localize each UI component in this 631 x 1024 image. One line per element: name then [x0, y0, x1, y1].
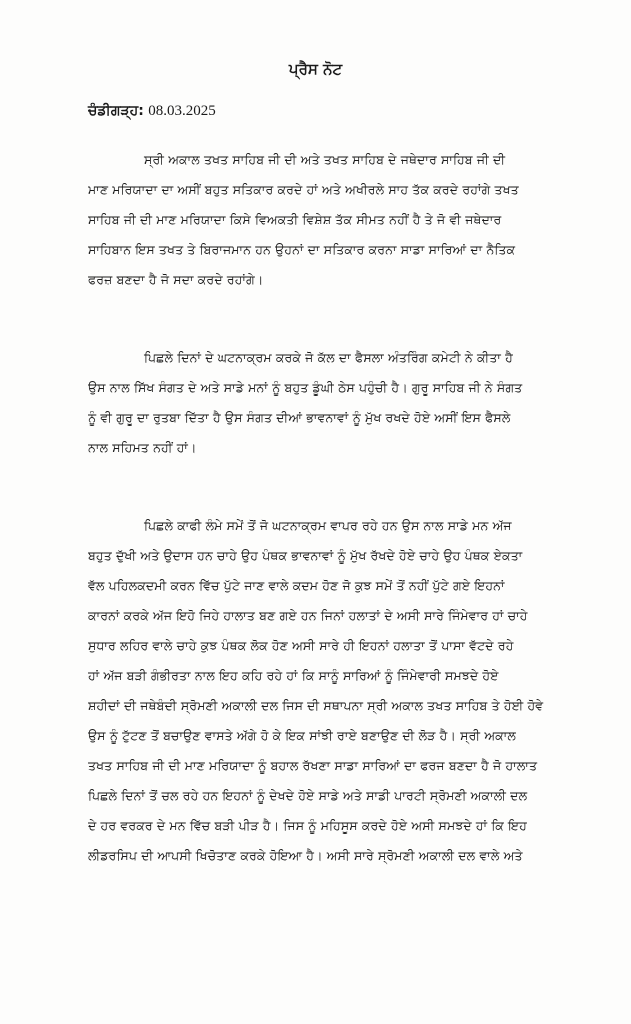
paragraph-line: ਫਰਜ਼ ਬਣਦਾ ਹੈ ਜੋ ਸਦਾ ਕਰਦੇ ਰਹਾਂਗੇ।	[88, 272, 264, 287]
paragraph-line: ਹਾਂ ਅੱਜ ਬੜੀ ਗੰਭੀਰਤਾ ਨਾਲ ਇਹ ਕਹਿ ਰਹੇ ਹਾਂ ਕਿ ਸਾਨੂੰ ਸਾਰਿਆਂ ਨੂੰ ਜਿੰਮੇਵਾਰੀ ਸਮਝਦੇ ਹੋਏ	[88, 668, 499, 683]
paragraph-line: ਉਸ ਨੂੰ ਟੁੱਟਣ ਤੋਂ ਬਚਾਉਣ ਵਾਸਤੇ ਅੱਗੇ ਹੋ ਕੇ ਇਕ ਸਾਂਝੀ ਰਾਏ ਬਣਾਉਣ ਦੀ ਲੋੜ ਹੈ। ਸ੍ਰੀ ਅਕਾਲ	[88, 728, 516, 743]
paragraph-line: ਕਾਰਨਾਂ ਕਰਕੇ ਅੱਜ ਇਹੋ ਜਿਹੇ ਹਾਲਾਤ ਬਣ ਗਏ ਹਨ ਜਿਨਾਂ ਹਲਾਤਾਂ ਦੇ ਅਸੀ ਸਾਰੇ ਜਿੰਮੇਵਾਰ ਹਾਂ ਚਾਹੇ	[88, 608, 528, 623]
dateline	[88, 103, 216, 120]
paragraph-line: ਪਿਛਲੇ ਦਿਨਾਂ ਤੋਂ ਚਲ ਰਹੇ ਹਨ ਇਹਨਾਂ ਨੂੰ ਦੇਖਦੇ ਹੋਏ ਸਾਡੇ ਅਤੇ ਸਾਡੀ ਪਾਰਟੀ ਸ੍ਰੋਮਣੀ ਅਕਾਲੀ ਦਲ	[88, 788, 528, 803]
dateline-place: ਚੰਡੀਗੜ੍ਹ:	[88, 103, 144, 119]
paragraph-line: ਦੇ ਹਰ ਵਰਕਰ ਦੇ ਮਨ ਵਿੱਚ ਬੜੀ ਪੀੜ ਹੈ। ਜਿਸ ਨੂੰ ਮਹਿਸੂਸ ਕਰਦੇ ਹੋਏ ਅਸੀ ਸਮਝਦੇ ਹਾਂ ਕਿ ਇਹ	[88, 818, 527, 833]
dateline-date: 08.03.2025	[148, 103, 216, 119]
paragraph-2	[88, 343, 588, 463]
paragraph-line: ਪਿਛਲੇ ਦਿਨਾਂ ਦੇ ਘਟਨਾਕ੍ਰਮ ਕਰਕੇ ਜੋ ਕੱਲ ਦਾ ਫੈਸਲਾ ਅੰਤਰਿੰਗ ਕਮੇਟੀ ਨੇ ਕੀਤਾ ਹੈ	[144, 350, 513, 365]
paragraph-line: ਨਾਲ ਸਹਿਮਤ ਨਹੀਂ ਹਾਂ।	[88, 440, 197, 455]
paragraph-line: ਬਹੁਤ ਦੁੱਖੀ ਅਤੇ ਉਦਾਸ ਹਨ ਚਾਹੇ ਉਹ ਪੰਥਕ ਭਾਵਨਾਵਾਂ ਨੂੰ ਮੁੱਖ ਰੱਖਦੇ ਹੋਏ ਚਾਹੇ ਉਹ ਪੰਥਕ ਏਕਤਾ	[88, 548, 523, 563]
paragraph-1	[88, 145, 588, 295]
paragraph-3	[88, 511, 588, 871]
paragraph-line: ਨੂੰ ਵੀ ਗੁਰੂ ਦਾ ਰੁਤਬਾ ਦਿੱਤਾ ਹੈ ਉਸ ਸੰਗਤ ਦੀਆਂ ਭਾਵਨਾਵਾਂ ਨੂੰ ਮੁੱਖ ਰਖਦੇ ਹੋਏ ਅਸੀਂ ਇਸ ਫੈਸਲੇ	[88, 410, 511, 425]
paragraph-line: ਪਿਛਲੇ ਕਾਫੀ ਲੰਮੇ ਸਮੇਂ ਤੋਂ ਜੋ ਘਟਨਾਕ੍ਰਮ ਵਾਪਰ ਰਹੇ ਹਨ ਉਸ ਨਾਲ ਸਾਡੇ ਮਨ ਅੱਜ	[144, 518, 512, 533]
paragraph-line: ਵੱਲ ਪਹਿਲਕਦਮੀ ਕਰਨ ਵਿੱਚ ਪੁੱਟੇ ਜਾਣ ਵਾਲੇ ਕਦਮ ਹੋਣ ਜੋ ਕੁਝ ਸਮੇਂ ਤੋਂ ਨਹੀਂ ਪੁੱਟੇ ਗਏ ਇਹਨਾਂ	[88, 578, 505, 593]
paragraph-line: ਸ੍ਰੀ ਅਕਾਲ ਤਖਤ ਸਾਹਿਬ ਜੀ ਦੀ ਅਤੇ ਤਖਤ ਸਾਹਿਬ ਦੇ ਜਥੇਦਾਰ ਸਾਹਿਬ ਜੀ ਦੀ	[144, 152, 506, 167]
paragraph-line: ਸਾਹਿਬਾਨ ਇਸ ਤਖਤ ਤੇ ਬਿਰਾਜਮਾਨ ਹਨ ਉਹਨਾਂ ਦਾ ਸਤਿਕਾਰ ਕਰਨਾ ਸਾਡਾ ਸਾਰਿਆਂ ਦਾ ਨੈਤਿਕ	[88, 242, 516, 257]
document-title: ਪ੍ਰੈਸ ਨੋਟ	[288, 60, 343, 78]
paragraph-line: ਤਖਤ ਸਾਹਿਬ ਜੀ ਦੀ ਮਾਣ ਮਰਿਯਾਦਾ ਨੂੰ ਬਹਾਲ ਰੱਖਣਾ ਸਾਡਾ ਸਾਰਿਆਂ ਦਾ ਫਰਜ ਬਣਦਾ ਹੈ ਜੋ ਹਾਲਾਤ	[88, 758, 538, 773]
paragraph-line: ਸੁਧਾਰ ਲਹਿਰ ਵਾਲੇ ਚਾਹੇ ਕੁਝ ਪੰਥਕ ਲੋਕ ਹੋਣ ਅਸੀ ਸਾਰੇ ਹੀ ਇਹਨਾਂ ਹਲਾਤਾ ਤੋਂ ਪਾਸਾ ਵੱਟਦੇ ਰਹੇ	[88, 638, 514, 653]
paragraph-line: ਮਾਣ ਮਰਿਯਾਦਾ ਦਾ ਅਸੀਂ ਬਹੁਤ ਸਤਿਕਾਰ ਕਰਦੇ ਹਾਂ ਅਤੇ ਅਖੀਰਲੇ ਸਾਹ ਤੱਕ ਕਰਦੇ ਰਹਾਂਗੇ ਤਖਤ	[88, 182, 519, 197]
paragraph-line: ਸਾਹਿਬ ਜੀ ਦੀ ਮਾਣ ਮਰਿਯਾਦਾ ਕਿਸੇ ਵਿਅਕਤੀ ਵਿਸ਼ੇਸ਼ ਤੱਕ ਸੀਮਤ ਨਹੀਂ ਹੈ ਤੇ ਜੋ ਵੀ ਜਥੇਦਾਰ	[88, 212, 502, 227]
paragraph-line: ਲੀਡਰਸਿਪ ਦੀ ਆਪਸੀ ਖਿਚੋਤਾਣ ਕਰਕੇ ਹੋਇਆ ਹੈ। ਅਸੀ ਸਾਰੇ ਸ੍ਰੋਮਣੀ ਅਕਾਲੀ ਦਲ ਵਾਲੇ ਅਤੇ	[88, 848, 523, 863]
paragraph-line: ਸ਼ਹੀਦਾਂ ਦੀ ਜਥੇਬੰਦੀ ਸ੍ਰੋਮਣੀ ਅਕਾਲੀ ਦਲ ਜਿਸ ਦੀ ਸਥਾਪਨਾ ਸ੍ਰੀ ਅਕਾਲ ਤਖਤ ਸਾਹਿਬ ਤੇ ਹੋਈ ਹੋਵੇ	[88, 698, 544, 713]
paragraph-line: ਉਸ ਨਾਲ ਸਿੱਖ ਸੰਗਤ ਦੇ ਅਤੇ ਸਾਡੇ ਮਨਾਂ ਨੂੰ ਬਹੁਤ ਡੂੰਘੀ ਠੇਸ ਪਹੁੰਚੀ ਹੈ। ਗੁਰੂ ਸਾਹਿਬ ਜੀ ਨੇ ਸੰਗਤ	[88, 380, 523, 395]
